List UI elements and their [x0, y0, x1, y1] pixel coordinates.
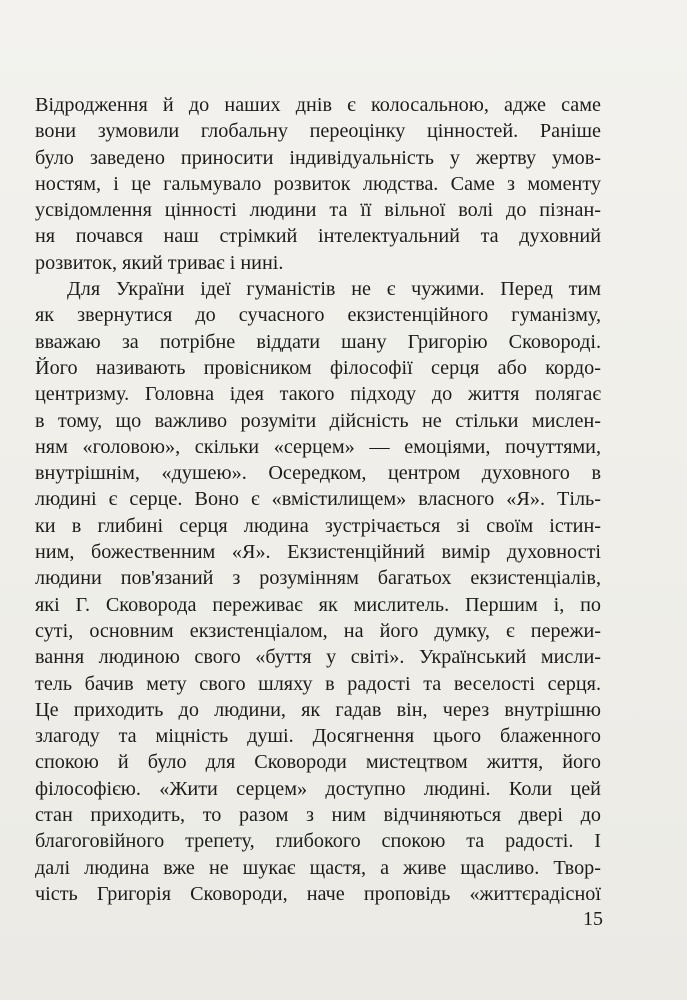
text-line: чість Григорія Сковороди, наче проповідь «життєрадісної: [35, 882, 601, 905]
text-line: вважаю за потрібне віддати шану Григорію Сковороді.: [35, 330, 601, 353]
text-line: людині є серце. Воно є «вмістилищем» власного «Я». Тіль-: [35, 488, 601, 511]
text-line: філософією. «Жити серцем» доступно людині. Коли цей: [35, 777, 601, 800]
text-line: вони зумовили глобальну переоцінку цінностей. Раніше: [35, 120, 601, 143]
text-line: Це приходить до людини, як гадав він, через внутрішню: [35, 698, 601, 721]
text-line: ним, божественним «Я». Екзистенційний вимір духовності: [35, 541, 601, 564]
text-line: ностям, і це гальмувало розвиток людства. Саме з моменту: [35, 172, 601, 195]
body-text: [35, 92, 601, 907]
text-line: далі людина вже не шукає щастя, а живе щасливо. Твор-: [35, 856, 601, 879]
text-line: тель бачив мету свого шляху в радості та веселості серця.: [35, 672, 601, 695]
text-line: благоговійного трепету, глибокого спокою та радості. І: [35, 830, 601, 853]
text-line: людини пов'язаний з розумінням багатьох екзистенціалів,: [35, 567, 601, 590]
text-line: спокою й було для Сковороди мистецтвом життя, його: [35, 751, 601, 774]
text-line: в тому, що важливо розуміти дійсність не стільки мислен-: [35, 409, 601, 432]
text-line: Відродження й до наших днів є колосальною, адже саме: [35, 94, 601, 116]
text-line: ки в глибині серця людина зустрічається зі своїм істин-: [35, 514, 601, 537]
text-line: вання людиною свого «буття у світі». Український мисли-: [35, 646, 601, 669]
text-line: Для України ідеї гуманістів не є чужими. Перед тим: [67, 278, 601, 301]
text-line: розвиток, який триває і нині.: [35, 251, 284, 274]
page-number: 15: [583, 908, 603, 930]
text-line: усвідомлення цінності людини та її вільної волі до пізнан-: [35, 199, 601, 222]
text-line: злагоду та міцність душі. Досягнення цього блаженного: [35, 725, 601, 748]
text-line: Його називають провісником філософії серця або кордо-: [35, 356, 601, 379]
text-line: стан приходить, то разом з ним відчиняються двері до: [35, 804, 601, 827]
text-line: суті, основним екзистенціалом, на його думку, є пережи-: [35, 619, 601, 642]
text-line: було заведено приносити індивідуальність у жертву умов-: [35, 146, 601, 169]
text-line: ням «головою», скільки «серцем» — емоціями, почуттями,: [35, 435, 601, 458]
text-line: як звернутися до сучасного екзистенційного гуманізму,: [35, 304, 601, 327]
text-line: які Г. Сковорода переживає як мислитель. Першим і, по: [35, 593, 601, 616]
text-line: центризму. Головна ідея такого підходу до життя полягає: [35, 383, 601, 406]
text-line: внутрішнім, «душею». Осередком, центром духовного в: [35, 462, 601, 485]
text-line: ня почався наш стрімкий інтелектуальний та духовний: [35, 225, 601, 248]
